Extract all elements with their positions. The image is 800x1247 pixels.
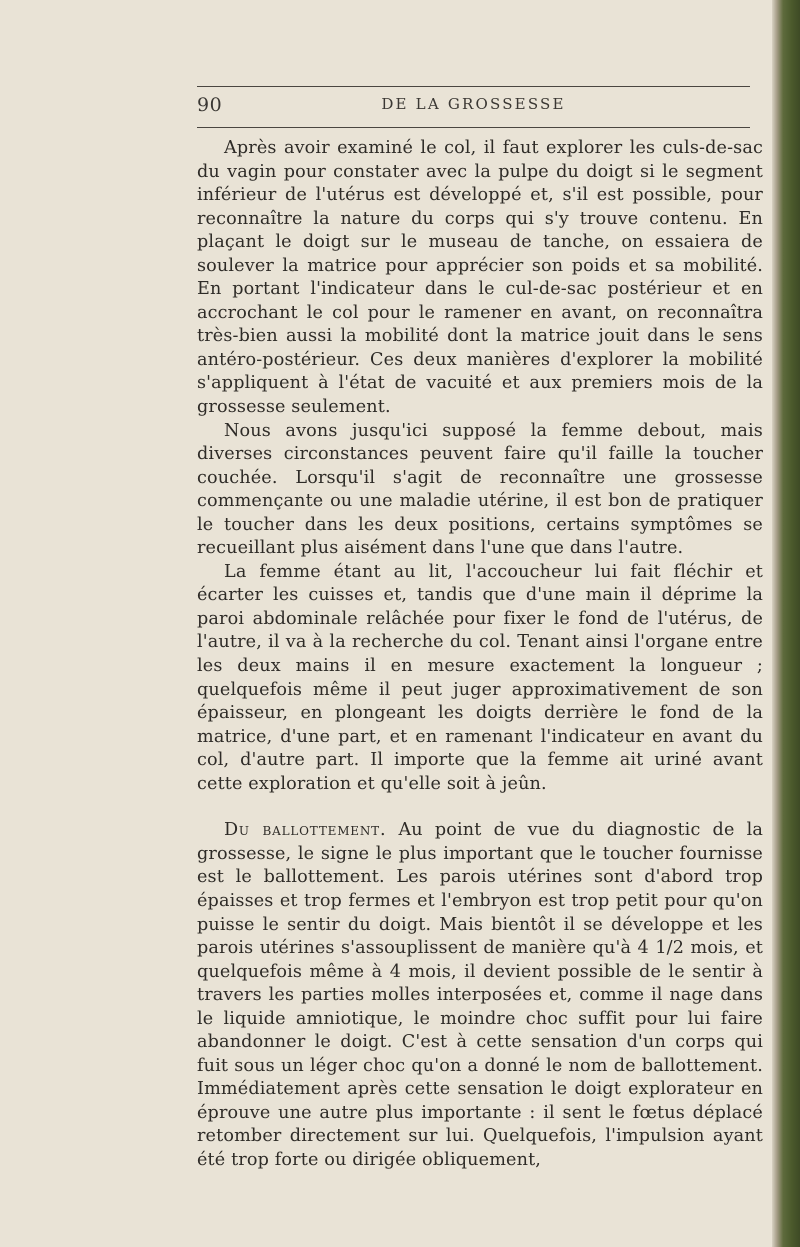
section-text: Au point de vue du diagnostic de la grossesse, le signe le plus important que le toucher fournisse est le ballottement. Les parois utérines sont d'abord trop épaisses et trop fermes et l'embryon est trop petit pour qu'on puisse le sentir du doigt. Mais bientôt il se développe et les parois utérines s'assouplissent de manière qu'à 4 1/2 mois, et quelquefois même à 4 mois, il devient possible de le sentir à travers les parties molles interposées et, comme il nage dans le liquide amniotique, le moindre choc suffit pour lui faire abandonner le doigt. C'est à cette sensation d'un corps qui fuit sous un léger choc qu'on a donné le nom de ballottement. Immédiatement après cette sensation le doigt explorateur en éprouve une autre plus importante : il sent le fœtus déplacé retomber directement sur lui. Quelquefois, l'impulsion ayant été trop forte ou dirigée obliquement, xyxy=(197,820,763,1170)
header-rule-bottom xyxy=(197,127,750,128)
page-header xyxy=(197,94,750,120)
page-number: 90 xyxy=(197,94,223,116)
page-edge-binding xyxy=(772,0,800,1247)
header-rule-top xyxy=(197,86,750,87)
body-text xyxy=(197,137,763,1173)
paragraph-1: Après avoir examiné le col, il faut explorer les culs-de-sac du vagin pour constater avec la pulpe du doigt si le segment inférieur de l'utérus est développé et, s'il est possible, pour reconnaître la nature du corps qui s'y trouve contenu. En plaçant le doigt sur le museau de tanche, on essaiera de soulever la matrice pour apprécier son poids et sa mobilité. En portant l'indicateur dans le cul-de-sac postérieur et en accrochant le col pour le ramener en avant, on reconnaîtra très-bien aussi la mobilité dont la matrice jouit dans le sens antéro-postérieur. Ces deux manières d'explorer la mobilité s'appliquent à l'état de vacuité et aux premiers mois de la grossesse seulement. xyxy=(197,138,763,418)
paragraph-2: Nous avons jusqu'ici supposé la femme debout, mais diverses circonstances peuvent faire qu'il faille la toucher couchée. Lorsqu'il s'agit de reconnaître une grossesse commençante ou une maladie utérine, il est bon de pratiquer le toucher dans les deux positions, certains symptômes se recueillant plus aisément dans l'une que dans l'autre. xyxy=(197,420,763,559)
section-ballottement xyxy=(197,819,763,1172)
section-heading: Du ballottement. xyxy=(224,820,387,841)
paragraph-3: La femme étant au lit, l'accoucheur lui fait fléchir et écarter les cuisses et, tandis que d'une main il déprime la paroi abdominale relâchée pour fixer le fond de l'utérus, de l'autre, il va à la recherche du col. Tenant ainsi l'organe entre les deux mains il en mesure exactement la longueur ; quelquefois même il peut juger approximativement de son épaisseur, en plongeant les doigts derrière le fond de la matrice, d'une part, et en ramenant l'indicateur en avant du col, d'autre part. Il importe que la femme ait uriné avant cette exploration et qu'elle soit à jeûn. xyxy=(197,561,763,794)
running-head: DE LA GROSSESSE xyxy=(381,95,566,113)
